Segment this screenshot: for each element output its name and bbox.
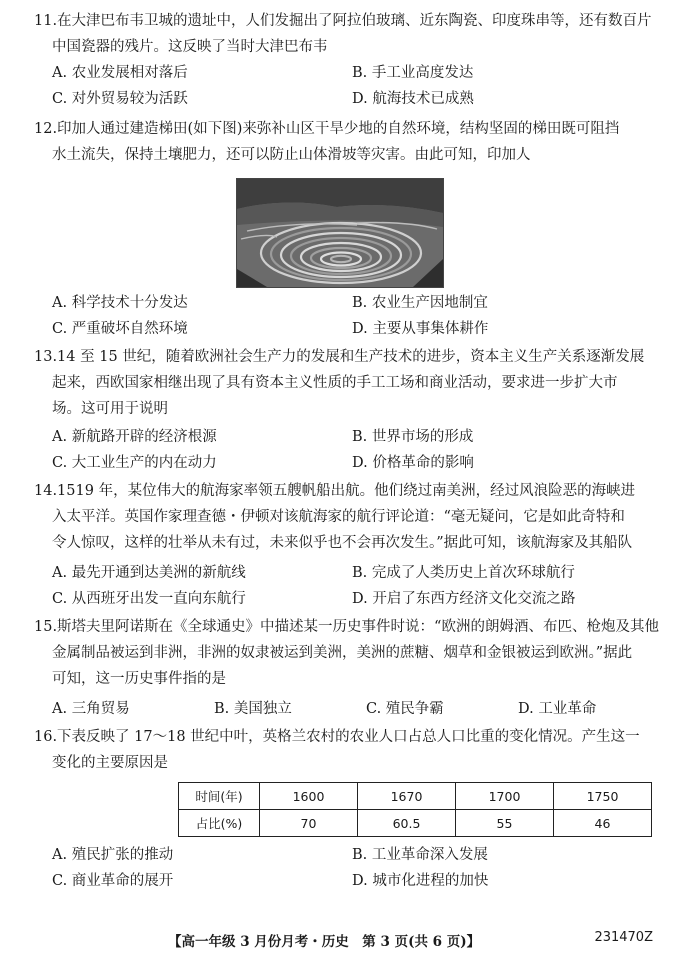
- option-b: B. 完成了人类历史上首次环球航行: [352, 565, 575, 581]
- page-footer: [0, 930, 677, 954]
- question-16-stem: [34, 724, 656, 776]
- question-11-options: [52, 60, 652, 112]
- option-a: A. 新航路开辟的经济根源: [52, 429, 217, 445]
- question-14-stem: [34, 478, 656, 556]
- question-12-stem: [34, 116, 656, 168]
- stem-line: 16.下表反映了 17～18 世纪中叶，英格兰农村的农业人口占总人口比重的变化情况。产生这一: [34, 729, 640, 745]
- option-b: B. 世界市场的形成: [352, 429, 474, 445]
- option-b: B. 农业生产因地制宜: [352, 295, 488, 311]
- population-share-table: [178, 782, 652, 837]
- exam-code: 231470Z: [594, 930, 653, 945]
- row-label-cell: 占比(%): [179, 810, 260, 837]
- option-d: D. 航海技术已成熟: [352, 91, 474, 107]
- stem-line: 15.斯塔夫里阿诺斯在《全球通史》中描述某一历史事件时说：“欧洲的朗姆酒、布匹、枪炮及其他: [34, 619, 659, 635]
- stem-line: 中国瓷器的残片。这反映了当时大津巴布韦: [52, 39, 328, 55]
- terrace-illustration: [237, 179, 443, 287]
- option-d: D. 开启了东西方经济文化交流之路: [352, 591, 576, 607]
- share-cell: 55: [456, 810, 554, 837]
- option-c: C. 对外贸易较为活跃: [52, 91, 188, 107]
- stem-line: 金属制品被运到非洲，非洲的奴隶被运到美洲，美洲的蔗糖、烟草和金银被运到欧洲。”据此: [52, 645, 633, 661]
- stem-line: 场。这可用于说明: [52, 401, 168, 417]
- year-cell: 1750: [554, 783, 652, 810]
- option-c: C. 商业革命的展开: [52, 873, 174, 889]
- stem-line: 13.14 至 15 世纪，随着欧洲社会生产力的发展和生产技术的进步，资本主义生产关系逐渐发展: [34, 349, 645, 365]
- question-15-stem: [34, 614, 659, 692]
- table-row: [179, 810, 652, 837]
- footer-title: 【高一年级 3 月份月考・历史 第 3 页(共 6 页)】: [168, 934, 481, 950]
- stem-line: 11.在大津巴布韦卫城的遗址中，人们发掘出了阿拉伯玻璃、近东陶瓷、印度珠串等，还有数百片: [34, 13, 652, 29]
- terrace-photo: [236, 178, 444, 288]
- option-b: B. 手工业高度发达: [352, 65, 474, 81]
- stem-line: 令人惊叹，这样的壮举从未有过，未来似乎也不会再次发生。”据此可知，该航海家及其船队: [52, 535, 633, 551]
- stem-line: 12.印加人通过建造梯田(如下图)来弥补山区干旱少地的自然环境，结构坚固的梯田既可阻挡: [34, 121, 620, 137]
- option-b: B. 工业革命深入发展: [352, 847, 488, 863]
- option-a: A. 三角贸易: [52, 701, 130, 717]
- question-12-options: [52, 290, 652, 342]
- question-11-stem: [34, 8, 656, 60]
- question-16-options: [52, 842, 652, 894]
- stem-line: 变化的主要原因是: [52, 755, 168, 771]
- option-b: B. 美国独立: [214, 701, 292, 717]
- share-cell: 46: [554, 810, 652, 837]
- stem-line: 入太平洋。英国作家理查德・伊顿对该航海家的航行评论道：“毫无疑问，它是如此奇特和: [52, 509, 625, 525]
- option-a: A. 农业发展相对落后: [52, 65, 188, 81]
- option-d: D. 价格革命的影响: [352, 455, 474, 471]
- header-label-cell: 时间(年): [179, 783, 260, 810]
- year-cell: 1600: [260, 783, 358, 810]
- option-d: D. 城市化进程的加快: [352, 873, 489, 889]
- table-row: [179, 783, 652, 810]
- stem-line: 可知，这一历史事件指的是: [52, 671, 226, 687]
- option-c: C. 殖民争霸: [366, 701, 444, 717]
- stem-line: 水土流失，保持土壤肥力，还可以防止山体滑坡等灾害。由此可知，印加人: [52, 147, 531, 163]
- question-14-options: [52, 560, 652, 612]
- year-cell: 1700: [456, 783, 554, 810]
- option-c: C. 从西班牙出发一直向东航行: [52, 591, 246, 607]
- stem-line: 起来，西欧国家相继出现了具有资本主义性质的手工工场和商业活动，要求进一步扩大市: [52, 375, 618, 391]
- option-d: D. 主要从事集体耕作: [352, 321, 489, 337]
- question-13-options: [52, 424, 652, 476]
- share-cell: 60.5: [358, 810, 456, 837]
- option-a: A. 殖民扩张的推动: [52, 847, 174, 863]
- year-cell: 1670: [358, 783, 456, 810]
- share-cell: 70: [260, 810, 358, 837]
- option-a: A. 最先开通到达美洲的新航线: [52, 565, 246, 581]
- option-a: A. 科学技术十分发达: [52, 295, 188, 311]
- stem-line: 14.1519 年，某位伟大的航海家率领五艘帆船出航。他们绕过南美洲，经过风浪险恶的海峡进: [34, 483, 636, 499]
- option-c: C. 严重破坏自然环境: [52, 321, 188, 337]
- question-13-stem: [34, 344, 656, 422]
- option-c: C. 大工业生产的内在动力: [52, 455, 217, 471]
- question-15-options: [52, 696, 652, 722]
- option-d: D. 工业革命: [518, 701, 597, 717]
